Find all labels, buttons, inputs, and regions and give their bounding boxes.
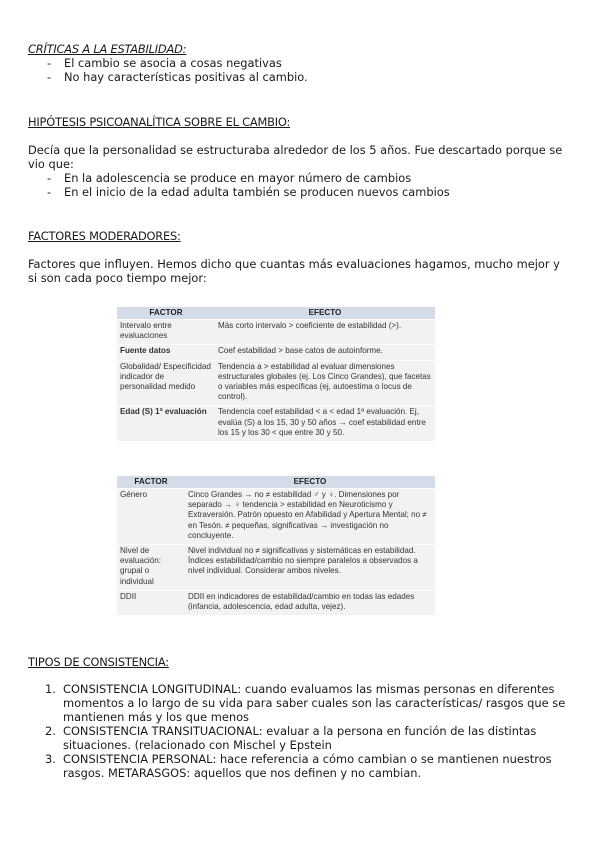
effect-cell: Más corto intervalo > coeficiente de estabilidad (>). [215,320,435,345]
table-row [117,545,435,591]
hipotesis-heading: HIPÓTESIS PSICOANALÍTICA SOBRE EL CAMBIO: [28,115,291,129]
criticas-heading: CRÍTICAS A LA ESTABILIDAD: [28,42,187,56]
factor-cell: Globalidad/ Especificidad indicador de personalidad medido [117,360,215,406]
column-header: FACTOR [117,307,215,320]
list-item [28,724,568,752]
effect-cell: Cinco Grandes → no ≠ estabilidad ♂ y ♀. Dimensiones por separado → ♀ tendencia > estabilidad en Neuroticismo y Extraversión. Patrón opuesto en Afabilidad y Apertura Mental; no ≠ en Tesón. ≠ pequeñas, significativas → investigación no concluyente. [185,489,435,545]
table-row [117,590,435,615]
list-text: CONSISTENCIA LONGITUDINAL: cuando evaluamos las mismas personas en diferentes momentos a lo largo de su vida para saber cuales son las características/ rasgos que se mantienen más y los que menos [63,682,566,724]
list-text: CONSISTENCIA TRANSITUACIONAL: evaluar a la persona en función de las distintas situaciones. (relacionado con Mischel y Epstein [63,724,537,752]
factor-cell: Género [117,489,185,545]
list-item: - En la adolescencia se produce en mayor número de cambios [47,171,450,185]
factors-table-1 [117,307,435,441]
column-header: EFECTO [185,476,435,489]
list-text: CONSISTENCIA PERSONAL: hace referencia a cómo cambian o se mantienen nuestros rasgos. METARASGOS: aquellos que nos definen y no cambian. [63,752,552,780]
table-row [117,320,435,345]
factor-cell: DDII [117,590,185,615]
factores-paragraph: Factores que influyen. Hemos dicho que cuantas más evaluaciones hagamos, mucho mejor y si son cada poco tiempo mejor: [28,257,560,285]
effect-cell: Tendencia a > estabilidad al evaluar dimensiones estructurales globales (ej. Los Cinco Grandes), que facetas o variables más específicas (ej, autoestima o locus de control). [215,360,435,406]
list-number: 1. [45,682,56,696]
table-row [117,345,435,360]
effect-cell: Nivel individual no ≠ significativas y sistemáticas en estabilidad. Índices estabilidad/cambio no siempre paralelos a observados a nivel individual. Considerar ambos niveles. [185,545,435,591]
column-header: EFECTO [215,307,435,320]
hipotesis-paragraph: Decía que la personalidad se estructuraba alrededor de los 5 años. Fue descartado porque se vio que: [28,143,563,171]
criticas-list [47,56,308,84]
list-number: 3. [45,752,56,766]
table-row [117,360,435,406]
list-number: 2. [45,724,56,738]
effect-cell: Tendencia coef estabilidad < a < edad 1ª evaluación. Ej, evalúa (S) a los 15, 30 y 50 años → coef estabilidad entre los 15 y los 30 < que entre 30 y 50. [215,406,435,441]
factor-cell: Intervalo entre evaluaciones [117,320,215,345]
table-header-row [117,476,435,489]
table-row [117,489,435,545]
column-header: FACTOR [117,476,185,489]
effect-cell: DDII en indicadores de estabilidad/cambio en todas las edades (infancia, adolescencia, edad adulta, vejez). [185,590,435,615]
tipos-heading: TIPOS DE CONSISTENCIA: [28,655,169,669]
factor-cell: Nivel de evaluación: grupal o individual [117,545,185,591]
list-item: - No hay características positivas al cambio. [47,70,308,84]
factors-table-2 [117,476,435,615]
list-item [28,682,568,724]
factor-cell: Edad (S) 1ª evaluación [117,406,215,441]
list-item: - El cambio se asocia a cosas negativas [47,56,308,70]
factor-cell: Fuente datos [117,345,215,360]
effect-cell: Coef estabilidad > base catos de autoinforme. [215,345,435,360]
hipotesis-list [47,171,450,199]
list-item [28,752,568,780]
table-row [117,406,435,441]
table-header-row [117,307,435,320]
tipos-list [28,682,568,780]
factores-heading: FACTORES MODERADORES: [28,229,181,243]
list-item: - En el inicio de la edad adulta también se producen nuevos cambios [47,185,450,199]
